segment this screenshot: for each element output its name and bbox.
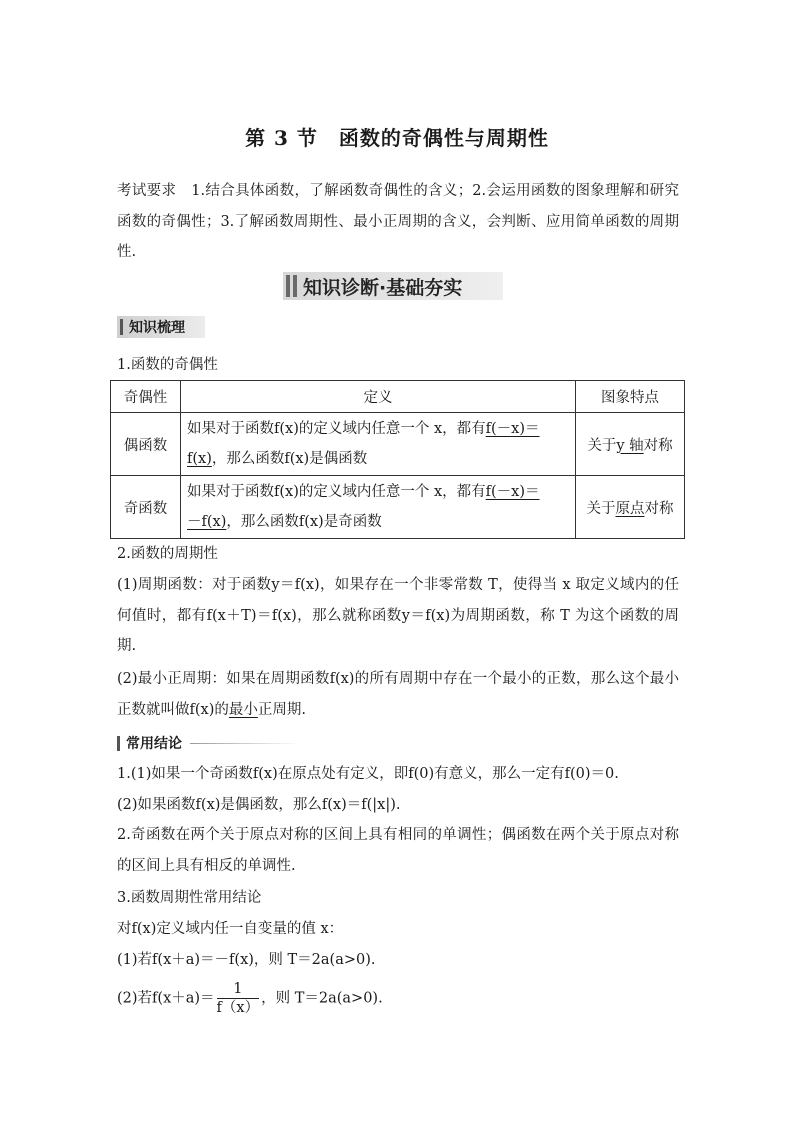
- min-period-text: (2)最小正周期：如果在周期函数f(x)的所有周期中存在一个最小的正数，那么这个最小正数就叫做f(x)的: [117, 671, 679, 718]
- exam-requirements: [117, 176, 679, 268]
- part2-periodic-function: (1)周期函数：对于函数y＝f(x)，如果存在一个非零常数 T，使得当 x 取定义域内的任何值时，都有f(x＋T)＝f(x)，那么就称函数y＝f(x)为周期函数，称 T 为这个函数的周期.: [117, 577, 679, 654]
- exam-requirements-text: 1.结合具体函数，了解函数奇偶性的含义；2.会运用函数的图象理解和研究函数的奇偶性；3.了解函数周期性、最小正周期的含义，会判断、应用简单函数的周期性.: [117, 183, 680, 260]
- conclusions-title: 常用结论: [126, 736, 182, 752]
- conclusions-label: [117, 733, 300, 753]
- table-row-odd: [111, 476, 685, 539]
- definition-text: 如果对于函数f(x)的定义域内任意一个 x，都有: [187, 484, 486, 500]
- sub-banner-bar-decoration: [120, 319, 123, 335]
- table-header-row: [111, 381, 685, 413]
- sub-banner: [117, 316, 205, 338]
- feature-underlined: y 轴: [616, 437, 644, 454]
- row-name: 偶函数: [111, 413, 181, 476]
- sub-banner-title: 知识梳理: [129, 320, 185, 336]
- page-title: 第 3 节 函数的奇偶性与周期性: [245, 126, 549, 150]
- conclusion-7-text: (2)若f(x＋a)＝: [117, 990, 215, 1007]
- conclusion-7-text: ，则 T＝2a(a>0).: [261, 990, 383, 1007]
- fraction-denominator: f（x）: [216, 1000, 260, 1016]
- part2-min-period: [117, 664, 679, 725]
- conclusion-3: 2.奇函数在两个关于原点对称的区间上具有相同的单调性；偶函数在两个关于原点对称的区间上具有相反的单调性.: [117, 827, 679, 874]
- row-name: 奇函数: [111, 476, 181, 539]
- table-row-even: [111, 413, 685, 476]
- section-banner-title: 知识诊断·基础夯实: [303, 276, 463, 299]
- table-header: 图象特点: [576, 381, 685, 413]
- conclusion-2: (2)如果函数f(x)是偶函数，那么f(x)＝f(|x|).: [117, 797, 401, 813]
- banner-bar-decoration: [293, 275, 297, 297]
- definition-underlined: f(x): [187, 451, 212, 467]
- definition-underlined: f(－x)＝: [485, 421, 540, 437]
- definition-text: 如果对于函数f(x)的定义域内任意一个 x，都有: [187, 421, 486, 437]
- min-period-text: 正周期.: [257, 701, 306, 718]
- row-definition: [181, 413, 576, 476]
- fraction-numerator: 1: [217, 980, 260, 999]
- min-period-underlined: 最小: [228, 701, 258, 718]
- exam-requirements-label: 考试要求: [117, 183, 177, 199]
- section-banner: [283, 272, 503, 300]
- conclusion-5: 对f(x)定义域内任一自变量的值 x：: [117, 921, 344, 937]
- conclusion-4: 3.函数周期性常用结论: [117, 890, 262, 906]
- part2-heading: 2.函数的周期性: [117, 546, 218, 562]
- row-feature: [576, 476, 685, 539]
- parity-table: [110, 380, 685, 539]
- conclusion-6: (1)若f(x＋a)＝－f(x)，则 T＝2a(a>0).: [117, 952, 376, 968]
- feature-underlined: 原点: [615, 500, 645, 517]
- conclusion-7: [117, 980, 383, 1017]
- row-definition: [181, 476, 576, 539]
- conclusions-bar-decoration: [117, 736, 120, 751]
- feature-text: 对称: [644, 500, 674, 517]
- definition-underlined: －f(x): [187, 514, 227, 530]
- definition-text: ，那么函数f(x)是偶函数: [211, 451, 368, 467]
- banner-bar-decoration: [286, 275, 290, 297]
- feature-text: 关于: [587, 437, 617, 454]
- feature-text: 对称: [643, 437, 673, 454]
- conclusion-1: 1.(1)如果一个奇函数f(x)在原点处有定义，即f(0)有意义，那么一定有f(0)＝0.: [117, 766, 619, 782]
- table-header: 定义: [181, 381, 576, 413]
- definition-underlined: f(－x)＝: [485, 484, 540, 500]
- feature-text: 关于: [586, 500, 616, 517]
- conclusions-divider: [190, 743, 300, 744]
- fraction: [217, 980, 260, 1017]
- part1-heading: 1.函数的奇偶性: [117, 357, 218, 373]
- definition-text: ，那么函数f(x)是奇函数: [226, 514, 382, 530]
- row-feature: [576, 413, 685, 476]
- table-header: 奇偶性: [111, 381, 181, 413]
